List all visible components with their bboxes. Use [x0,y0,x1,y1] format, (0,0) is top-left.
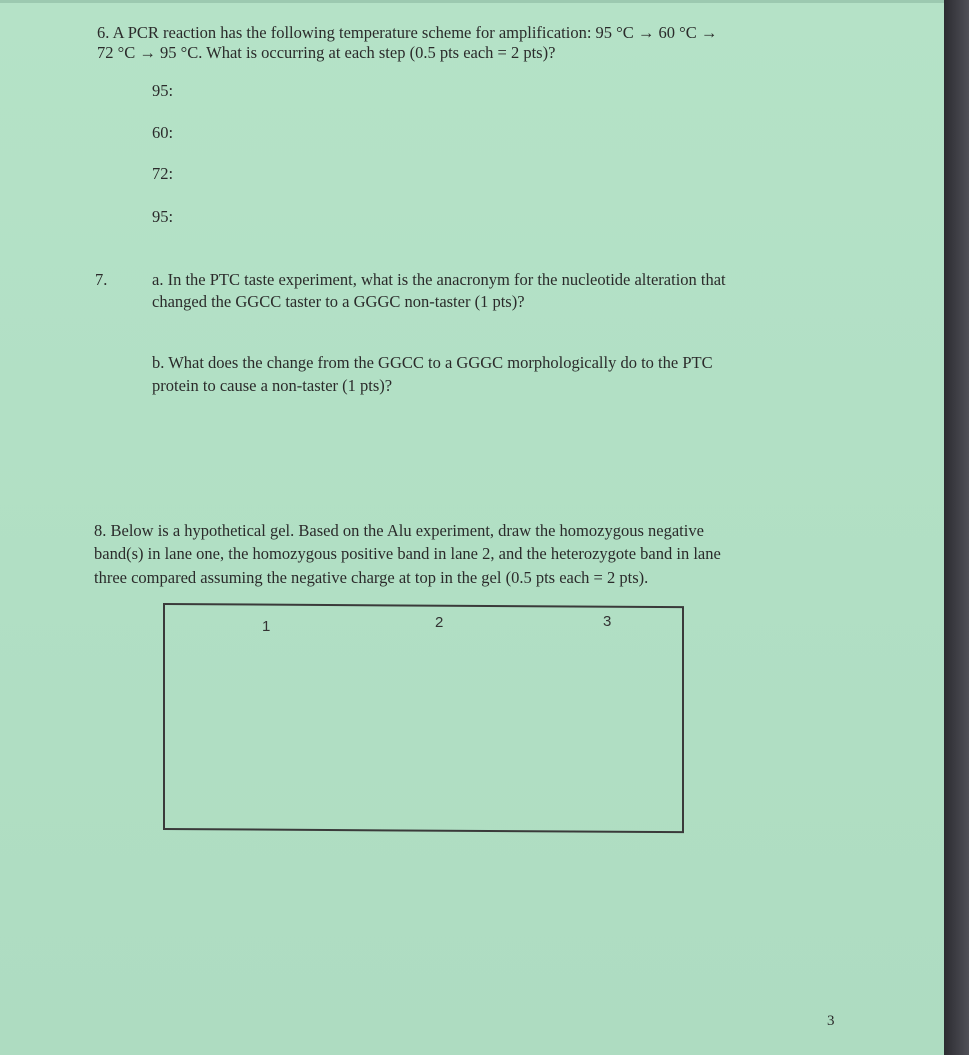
q7-number: 7. [95,270,108,289]
desk-background [944,0,969,1055]
q7a-prompt-line-1: a. In the PTC taste experiment, what is the anacronym for the nucleotide alteration that [152,270,726,289]
q6-step-4-label: 95: [152,207,174,226]
page-number: 3 [827,1013,835,1029]
q8-prompt-line-2: band(s) in lane one, the homozygous positive band in lane 2, and the heterozygote band in lane [94,544,721,563]
page-top-edge [0,0,944,3]
q7b-prompt-line-2: protein to cause a non-taster (1 pts)? [152,376,393,395]
gel-lane-1-label: 1 [262,618,271,635]
q7a-prompt-line-2: changed the GGCC taster to a GGGC non-taster (1 pts)? [152,292,525,311]
gel-lane-2-label: 2 [435,614,444,631]
gel-lane-3-label: 3 [603,613,612,630]
gel-diagram-box[interactable] [163,603,684,833]
q8-prompt-line-3: three compared assuming the negative charge at top in the gel (0.5 pts each = 2 pts). [94,568,649,587]
q6-prompt-line-2: 72 °C → 95 °C. What is occurring at each step (0.5 pts each = 2 pts)? [97,43,556,62]
q8-prompt-line-1: 8. Below is a hypothetical gel. Based on the Alu experiment, draw the homozygous negative [94,521,704,540]
q6-step-3-label: 72: [152,164,174,183]
q7b-prompt-line-1: b. What does the change from the GGCC to a GGGC morphologically do to the PTC [152,353,713,372]
q6-step-2-label: 60: [152,123,174,142]
q6-prompt-line-1: 6. A PCR reaction has the following temperature scheme for amplification: 95 °C → 60 °C → [97,23,718,42]
q6-step-1-label: 95: [152,81,174,100]
